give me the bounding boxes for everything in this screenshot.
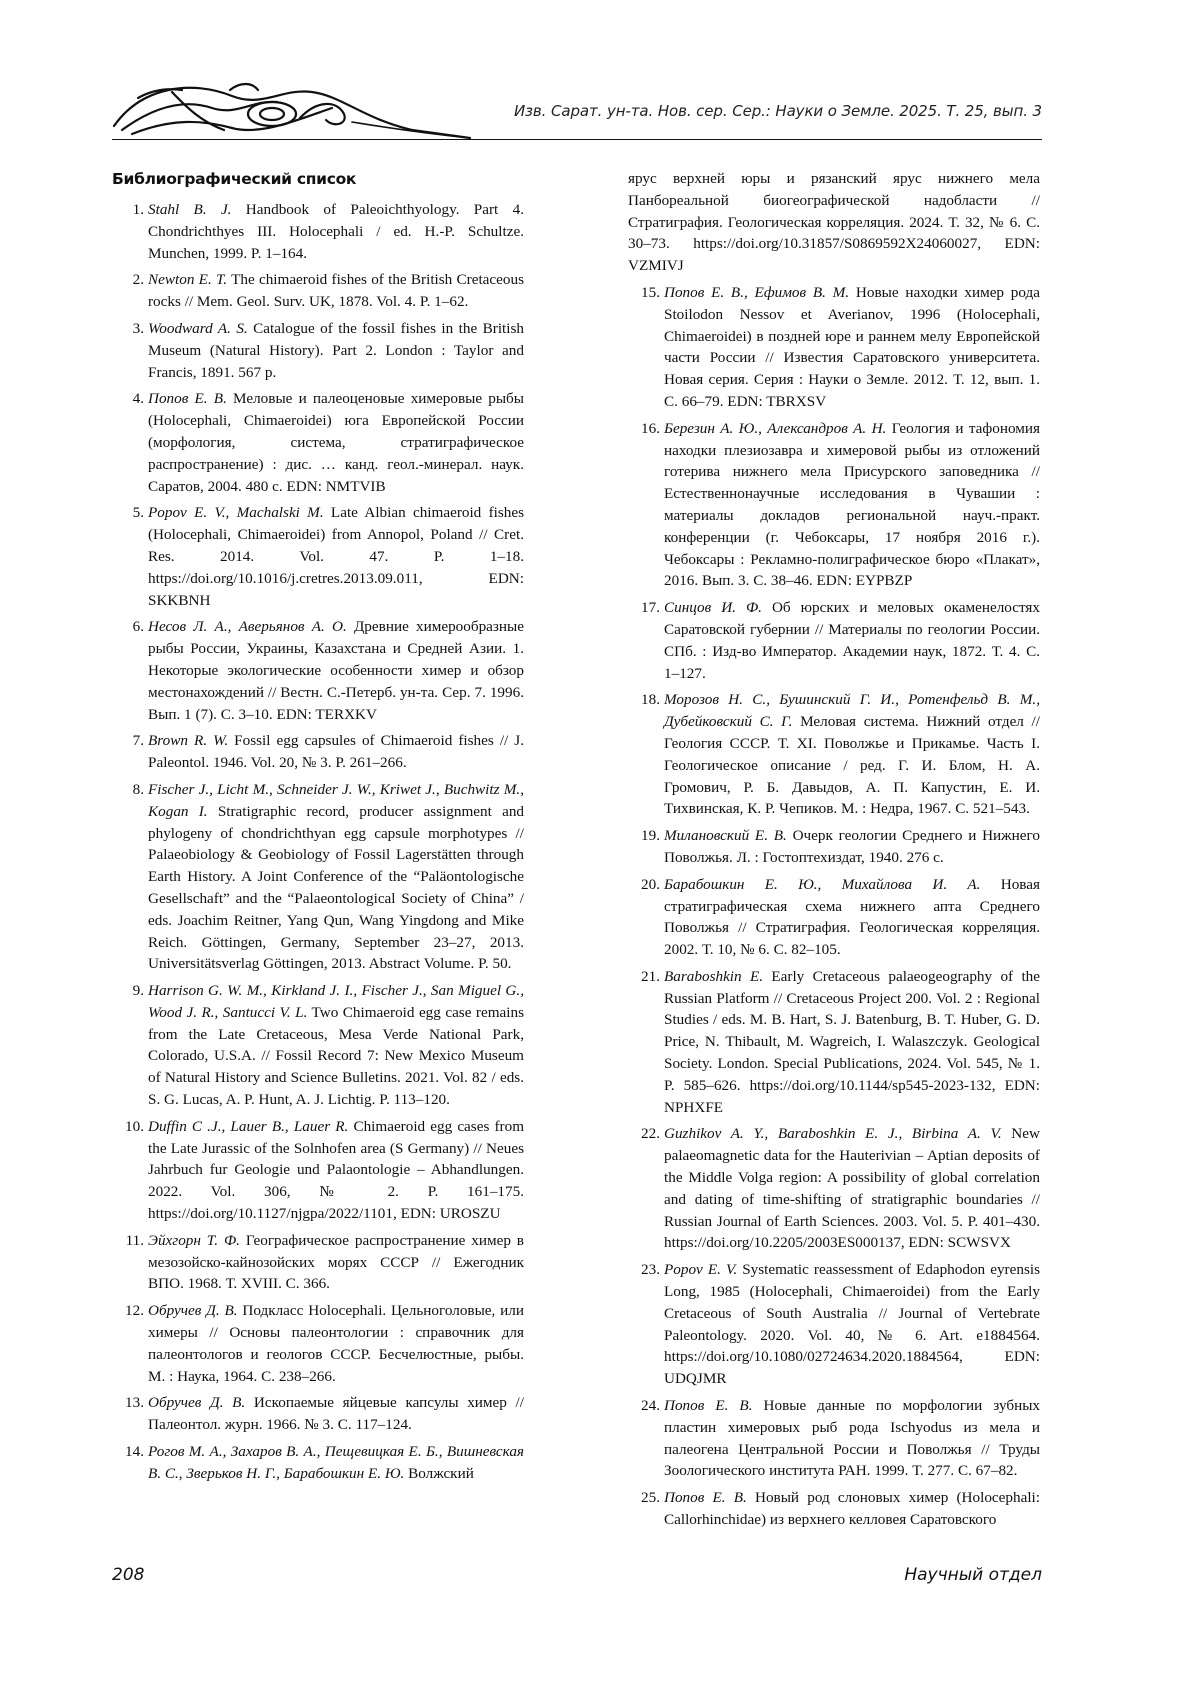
footer-section-name: Научный отдел: [904, 1565, 1042, 1585]
reference-item: [112, 1392, 524, 1436]
reference-authors: Рогов М. А., Захаров В. А., Пещевицкая Е. Б., Вишневская В. С., Зверьков Н. Г., Барабошкин Е. Ю.: [148, 1443, 524, 1482]
reference-authors: Попов Е. В.: [664, 1397, 753, 1415]
reference-number: 13.: [125, 1394, 144, 1412]
reference-item: [112, 1230, 524, 1295]
reference-authors: Попов Е. В.: [148, 390, 227, 408]
reference-number: 17.: [641, 599, 660, 617]
reference-authors: Popov E. V.: [664, 1261, 738, 1279]
reference-number: 25.: [641, 1489, 660, 1507]
journal-logo-ornament: [112, 78, 472, 140]
reference-item: [628, 874, 1040, 961]
reference-item: [112, 980, 524, 1111]
reference-text: Меловая система. Нижний отдел // Геология СССР. Т. XI. Поволжье и Прикамье. Часть I. Геологическое описание / ред. Г. И. Блом, Н. А. Громович, Р. Б. Давыдов, А. П. Капустин, Е. И. Тихвинская, К. Р. Чепиков. М. : Недра, 1967. С. 521–543.: [664, 713, 1040, 818]
reference-number: 21.: [641, 967, 660, 985]
reference-text: New palaeomagnetic data for the Hauterivian – Aptian deposits of the Middle Volga region: A possibility of global correlation and dating of time-shifting of stratigraphic boundaries // Russian Journal of Earth Sciences. 2003. Vol. 5. P. 401–430. https://doi.org/10.2205/2003ES000137, EDN: SCWSVX: [664, 1125, 1040, 1252]
reference-authors: Синцов И. Ф.: [664, 599, 762, 617]
reference-text: Handbook of Paleoichthyology. Part 4. Chondrichthyes III. Holocephali / ed. H.-P. Schultze. Munchen, 1999. P. 1–164.: [148, 201, 524, 262]
reference-text: Очерк геологии Среднего и Нижнего Поволжья. Л. : Гостоптехиздат, 1940. 276 с.: [664, 827, 1040, 866]
reference-authors: Newton E. T.: [148, 271, 228, 289]
reference-text: Новый род слоновых химер (Holocephali: Callorhinchidae) из верхнего келловея Саратовского: [664, 1489, 1040, 1529]
reference-item: [112, 1300, 524, 1387]
reference-text: Two Chimaeroid egg case remains from the Late Cretaceous, Mesa Verde National Park, Colorado, U.S.A. // Fossil Record 7: New Mexico Museum of Natural History and Science Bulletins. 2021. Vol. 82 / eds. S. G. Lucas, A. P. Hunt, A. J. Lichtig. P. 113–120.: [148, 1003, 524, 1109]
reference-authors: Woodward A. S.: [148, 319, 248, 337]
reference-authors: Popov E. V., Machalski M.: [148, 504, 324, 522]
section-title: Библиографический список: [112, 170, 357, 188]
reference-authors: Несов Л. А., Аверьянов А. О.: [148, 618, 347, 636]
reference-authors: Baraboshkin E.: [664, 967, 764, 985]
reference-authors: Милановский Е. В.: [664, 827, 787, 845]
reference-text: Early Cretaceous palaeogeography of the Russian Platform // Cretaceous Project 200. Vol. 2 : Regional Studies / eds. M. B. Hart, S. J. Batenburg, B. T. Huber, G. D. Price, N. Thibault, M. Wagreich, I. Walaszczyk. Geological Society. London. Special Publications, 2024. Vol. 545, № 1. P. 585–626. https://doi.org/10.1144/sp545-2023-132, EDN: NPHXFE: [664, 967, 1040, 1116]
reference-number: 3.: [132, 319, 144, 337]
left-column: [112, 168, 524, 1490]
page-footer: [112, 1565, 1042, 1595]
reference-text: Подкласс Holocephali. Цельноголовые, или химеры // Основы палеонтологии : справочник для палеонтологов и геологов СССР. Бесчелюстные, рыбы. М. : Наука, 1964. С. 238–266.: [148, 1302, 524, 1385]
reference-authors: Guzhikov A. Y., Baraboshkin E. J., Birbina A. V.: [664, 1125, 1002, 1143]
reference-item: [628, 282, 1040, 413]
reference-item: [628, 825, 1040, 869]
reference-number: 9.: [132, 982, 144, 1000]
reference-number: 24.: [641, 1397, 660, 1415]
reference-number: 6.: [132, 618, 144, 636]
reference-14-continuation: ярус верхней юры и рязанский ярус нижнего мела Панбореальной биогеографической надобласти // Стратиграфия. Геологическая корреляция. 2024. Т. 32, № 6. С. 30–73. https://doi.org/10.31857/S0869592X24060027, EDN: VZMIVJ: [628, 170, 1040, 275]
reference-authors: Барабошкин Е. Ю., Михайлова И. А.: [664, 875, 981, 893]
reference-item: [628, 597, 1040, 684]
reference-item: [112, 199, 524, 264]
reference-authors: Попов Е. В., Ефимов В. М.: [664, 283, 850, 301]
reference-text: Древние химерообразные рыбы России, Украины, Казахстана и Средней Азии. 1. Некоторые экологические особенности химер и обзор местонахождений // Вестн. С.-Петерб. ун-та. Сер. 7. 1996. Вып. 1 (7). С. 3–10. EDN: TERXKV: [148, 618, 524, 723]
reference-text: Chimaeroid egg cases from the Late Jurassic of the Solnhofen area (S Germany) // Neues Jahrbuch fur Geologie und Palaontologie – Abhandlungen. 2022. Vol. 306, № 2. P. 161–175. https://doi.org/10.1127/njgpa/2022/1101, EDN: UROSZU: [148, 1117, 525, 1223]
reference-text: Late Albian chimaeroid fishes (Holocephali, Chimaeroidei) from Annopol, Poland // Cret. Res. 2014. Vol. 47. P. 1–18. https://doi.org/10.1016/j.cretres.2013.09.011, EDN: SKKBNH: [148, 504, 524, 609]
reference-item: [112, 779, 524, 975]
reference-number: 18.: [641, 691, 660, 709]
reference-number: 20.: [641, 875, 660, 893]
reference-number: 8.: [132, 780, 144, 798]
page-header: [112, 78, 1042, 140]
reference-item: [112, 318, 524, 383]
journal-reference: Изв. Сарат. ун-та. Нов. сер. Сер.: Науки о Земле. 2025. Т. 25, вып. 3: [513, 102, 1042, 120]
reference-number: 14.: [125, 1443, 144, 1461]
reference-text: Systematic reassessment of Edaphodon eyrensis Long, 1985 (Holocephali, Chimaeroidei) from the Early Cretaceous of South Australia // Journal of Vertebrate Paleontology. 2020. Vol. 40, № 6. Art. e1884564. https://doi.org/10.1080/02724634.2020.1884564, EDN: UDQJMR: [664, 1261, 1040, 1388]
reference-number: 4.: [132, 390, 144, 408]
reference-authors: Обручев Д. В.: [148, 1394, 246, 1412]
reference-item: [112, 616, 524, 725]
reference-item: [112, 269, 524, 313]
reference-authors: Duffin C .J., Lauer B., Lauer R.: [148, 1117, 349, 1135]
reference-authors: Эйхгорн Т. Ф.: [148, 1231, 240, 1249]
reference-number: 19.: [641, 827, 660, 845]
reference-authors: Морозов Н. С., Бушинский Г. И., Ротенфельд В. М., Дубейковский С. Г.: [664, 691, 1040, 731]
reference-authors: Fischer J., Licht M., Schneider J. W., Kriwet J., Buchwitz M., Kogan I.: [148, 780, 524, 820]
reference-item: [628, 418, 1040, 592]
page-number: 208: [112, 1565, 145, 1585]
reference-item: [628, 689, 1040, 820]
reference-item: [112, 730, 524, 774]
reference-text: Ископаемые яйцевые капсулы химер // Палеонтол. журн. 1966. № 3. С. 117–124.: [148, 1394, 524, 1434]
reference-text: Новые данные по морфологии зубных пластин химеровых рыб рода Ischyodus из мела и палеогена Центральной России и Поволжья // Труды Зоологического института РАН. 1999. Т. 277. С. 67–82.: [664, 1397, 1040, 1480]
reference-number: 16.: [641, 419, 660, 437]
reference-text: The chimaeroid fishes of the British Cretaceous rocks // Mem. Geol. Surv. UK, 1878. Vol. 4. P. 1–62.: [148, 271, 524, 311]
reference-text: Catalogue of the fossil fishes in the British Museum (Natural History). Part 2. London : Taylor and Francis, 1891. 567 p.: [148, 319, 524, 381]
reference-number: 12.: [125, 1302, 144, 1320]
reference-item: [628, 1259, 1040, 1390]
reference-list-right: [628, 282, 1040, 1531]
reference-number: 7.: [132, 732, 144, 750]
reference-text: Географическое распространение химер в мезозойско-кайнозойских морях СССР // Ежегодник ВПО. 1968. Т. XVIII. С. 366.: [148, 1231, 524, 1293]
reference-text: Геология и тафономия находки плезиозавра и химеровой рыбы из отложений готерива нижнего мела Присурского заповедника // Естественнонаучные исследования в Чувашии : материалы докладов региональной науч.-практ. конференции (г. Чебоксары, 17 ноября 2016 г.). Чебоксары : Рекламно-полиграфическое бюро «Плакат», 2016. Вып. 3. С. 38–46. EDN: EYPBZP: [664, 419, 1040, 590]
reference-text: Новая стратиграфическая схема нижнего апта Среднего Поволжья // Стратиграфия. Геологическая корреляция. 2002. Т. 10, № 6. С. 82–105.: [664, 875, 1040, 959]
reference-item: [112, 1116, 524, 1225]
reference-text: Меловые и палеоценовые химеровые рыбы (Holocephali, Chimaeroidei) юга Европейской России (морфология, система, стратиграфическое распространение) : дис. … канд. геол.-минерал. наук. Саратов, 2004. 480 с. EDN: NMTVIB: [148, 390, 524, 495]
reference-item: [628, 1123, 1040, 1254]
reference-authors: Березин А. Ю., Александров А. Н.: [664, 419, 887, 437]
reference-authors: Попов Е. В.: [664, 1489, 747, 1507]
reference-authors: Brown R. W.: [148, 732, 229, 750]
reference-item: [628, 966, 1040, 1119]
reference-number: 2.: [132, 271, 144, 289]
reference-item: [112, 388, 524, 497]
reference-authors: Harrison G. W. M., Kirkland J. I., Fischer J., San Miguel G., Wood J. R., Santucci V. L.: [148, 982, 524, 1021]
reference-number: 5.: [132, 504, 144, 522]
reference-text: Волжский: [404, 1464, 474, 1482]
reference-item: [628, 1487, 1040, 1531]
reference-number: 11.: [125, 1231, 144, 1249]
reference-item: [112, 1441, 524, 1485]
right-column: [628, 168, 1040, 1536]
reference-number: 22.: [641, 1125, 660, 1143]
reference-number: 15.: [641, 283, 660, 301]
reference-authors: Обручев Д. В.: [148, 1302, 238, 1320]
reference-item: [112, 502, 524, 611]
reference-number: 1.: [132, 201, 144, 218]
header-divider: [112, 139, 1042, 140]
reference-authors: Stahl B. J.: [148, 201, 232, 218]
reference-text: Stratigraphic record, producer assignment and phylogeny of chondrichthyan egg capsule morphotypes // Palaeobiology & Geobiology of Fossil Lagerstätten through Earth History. A Joint Conference of the “Paläontologische Gesellschaft” and the “Palaeontological Society of China” / eds. Joachim Reitner, Yang Qun, Wang Yingdong and Mike Reich. Göttingen, Germany, September 23–27, 2013. Universitätsverlag Göttingen, 2013. Abstract Volume. P. 50.: [148, 802, 525, 973]
reference-text: Новые находки химер рода Stoilodon Nessov et Averianov, 1996 (Holocephali, Chimaeroidei) в поздней юре и раннем мелу Европейской части России // Известия Саратовского университета. Новая серия. Серия : Науки о Земле. 2012. Т. 12, вып. 1. С. 66–79. EDN: TBRXSV: [664, 283, 1041, 410]
reference-text: Fossil egg capsules of Chimaeroid fishes // J. Paleontol. 1946. Vol. 20, № 3. P. 261–266.: [148, 732, 524, 772]
reference-number: 10.: [125, 1117, 144, 1135]
reference-text: Об юрских и меловых окаменелостях Саратовской губернии // Материалы по геологии России. СПб. : Изд-во Император. Академии наук, 1872. Т. 4. С. 1–127.: [664, 599, 1040, 682]
reference-number: 23.: [641, 1261, 660, 1279]
reference-list-left: [112, 199, 524, 1485]
reference-item: [628, 1395, 1040, 1482]
